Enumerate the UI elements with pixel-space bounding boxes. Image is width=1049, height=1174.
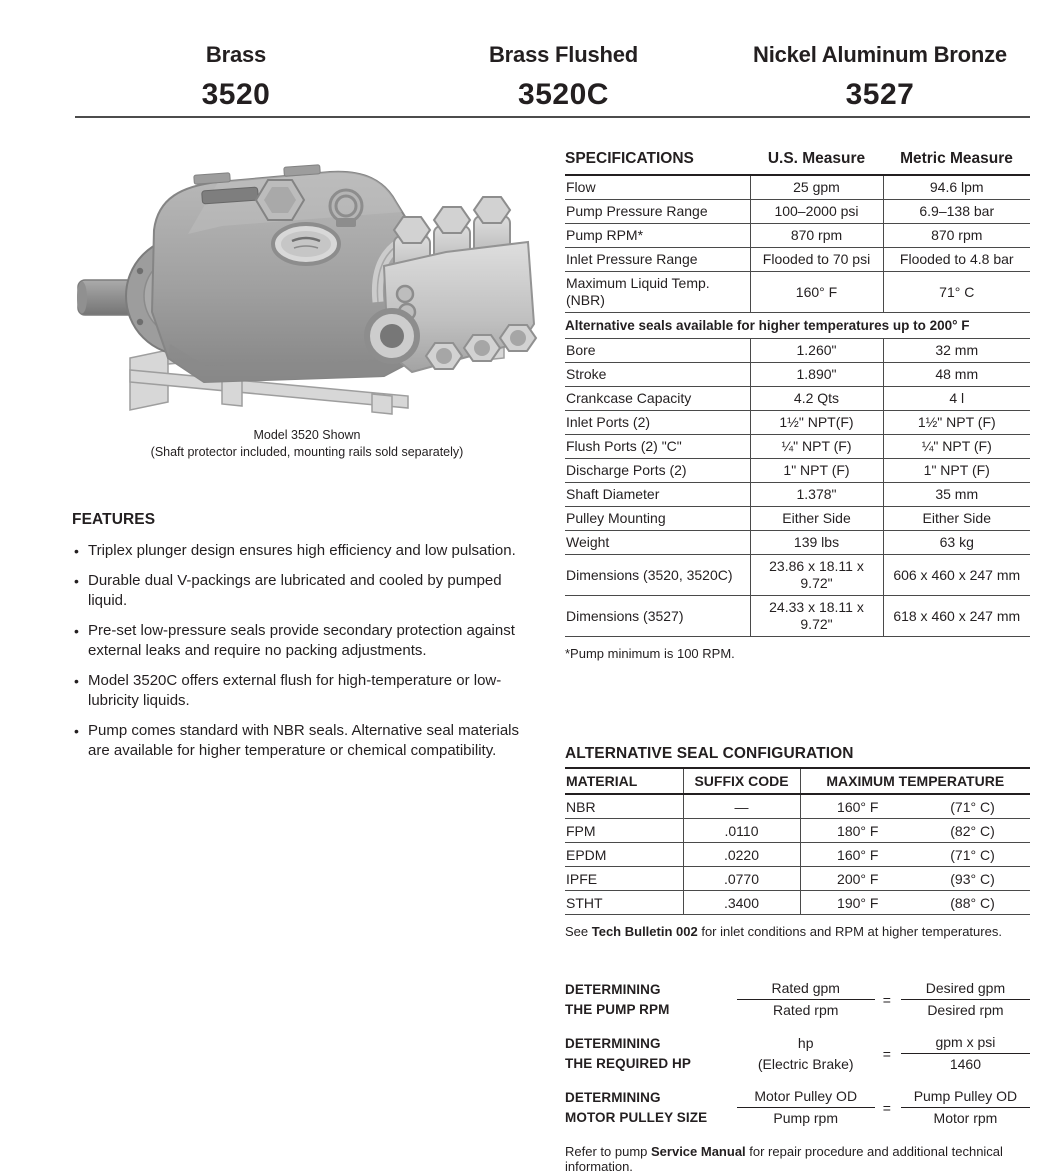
- spec-us-value: ¼" NPT (F): [750, 435, 883, 459]
- caption-line2: (Shaft protector included, mounting rails sold separately): [150, 445, 464, 459]
- spec-row: [565, 248, 1030, 272]
- spec-us-value: 160° F: [750, 272, 883, 313]
- spec-row: [565, 387, 1030, 411]
- fraction-left: $\frac{\text{Motor Pulley OD}}{\text{Pump rpm}}$: [737, 1087, 875, 1128]
- spec-row: [565, 459, 1030, 483]
- spec-us-value: 870 rpm: [750, 224, 883, 248]
- service-manual-note: [565, 1144, 1030, 1174]
- features-section: [72, 511, 565, 762]
- equals-sign: =: [882, 1099, 891, 1116]
- specs-col-metric: Metric Measure: [883, 147, 1030, 175]
- seal-col-temp: MAXIMUM TEMPERATURE: [800, 769, 1030, 794]
- spec-us-value: 23.86 x 18.11 x 9.72": [750, 555, 883, 596]
- model-column-nab: [730, 8, 1030, 116]
- spec-label: Flush Ports (2) "C": [565, 435, 750, 459]
- seal-row: [565, 819, 1030, 843]
- seal-row: [565, 794, 1030, 819]
- spec-row: [565, 224, 1030, 248]
- spec-label: Weight: [565, 531, 750, 555]
- seal-config-table: [565, 769, 1030, 915]
- seal-col-suffix: SUFFIX CODE: [683, 769, 800, 794]
- spec-us-value: 1½" NPT(F): [750, 411, 883, 435]
- specs-col-us: U.S. Measure: [750, 147, 883, 175]
- formulas-section: [565, 979, 1030, 1174]
- spec-label: Inlet Pressure Range: [565, 248, 750, 272]
- spec-metric-value: 48 mm: [883, 363, 1030, 387]
- seal-configuration-section: [565, 745, 1030, 939]
- note-prefix: See: [565, 924, 592, 939]
- seal-material: STHT: [565, 891, 683, 915]
- spec-row: [565, 411, 1030, 435]
- spec-us-value: 25 gpm: [750, 175, 883, 200]
- spec-us-value: 24.33 x 18.11 x 9.72": [750, 596, 883, 637]
- spec-metric-value: 4 l: [883, 387, 1030, 411]
- seal-material: EPDM: [565, 843, 683, 867]
- spec-label: Dimensions (3527): [565, 596, 750, 637]
- equals-sign: =: [882, 1045, 891, 1062]
- caption-line1: Model 3520 Shown: [253, 428, 361, 442]
- spec-row: [565, 175, 1030, 200]
- spec-metric-value: 6.9–138 bar: [883, 200, 1030, 224]
- footer-suffix: for repair procedure and additional technical information.: [565, 1144, 1003, 1174]
- fraction-left: hp (Electric Brake): [757, 1034, 854, 1072]
- spec-metric-value: 618 x 460 x 247 mm: [883, 596, 1030, 637]
- model-number: 3520C: [518, 78, 609, 111]
- model-header: [75, 0, 1030, 116]
- fraction-right: $\frac{\text{Desired gpm}}{\text{Desired rpm}}$: [901, 979, 1030, 1020]
- spec-metric-value: 94.6 lpm: [883, 175, 1030, 200]
- spec-label: Flow: [565, 175, 750, 200]
- seal-suffix-code: .3400: [683, 891, 800, 915]
- equals-sign: =: [882, 991, 891, 1008]
- spec-us-value: 1.378": [750, 483, 883, 507]
- seal-col-material: MATERIAL: [565, 769, 683, 794]
- spec-us-value: 100–2000 psi: [750, 200, 883, 224]
- brand-plate: [273, 224, 339, 264]
- spec-metric-value: 1½" NPT (F): [883, 411, 1030, 435]
- spec-label: Inlet Ports (2): [565, 411, 750, 435]
- spec-us-value: Either Side: [750, 507, 883, 531]
- formula-label: DETERMINING THE PUMP RPM: [565, 981, 670, 1017]
- seal-temp-f: 160° F: [800, 794, 915, 819]
- spec-row: [565, 507, 1030, 531]
- formula-pump-rpm: [565, 979, 1030, 1020]
- spec-us-value: 1" NPT (F): [750, 459, 883, 483]
- seal-temp-c: (71° C): [950, 798, 995, 815]
- formula-required-hp: [565, 1033, 1030, 1074]
- spec-label: Crankcase Capacity: [565, 387, 750, 411]
- feature-item: • Durable dual V-packings are lubricated and cooled by pumped liquid.: [72, 571, 540, 612]
- spec-label: Shaft Diameter: [565, 483, 750, 507]
- specifications-table: [565, 147, 1030, 637]
- spec-metric-value: 35 mm: [883, 483, 1030, 507]
- spec-label: Discharge Ports (2): [565, 459, 750, 483]
- spec-metric-value: ¼" NPT (F): [883, 435, 1030, 459]
- spec-divider-text: Alternative seals available for higher temperatures up to 200° F: [565, 313, 1030, 339]
- specifications-section: [565, 147, 1030, 661]
- footer-prefix: Refer to pump: [565, 1144, 651, 1159]
- inlet-port: [367, 311, 417, 361]
- seal-material: FPM: [565, 819, 683, 843]
- spec-row: [565, 200, 1030, 224]
- seal-suffix-code: .0220: [683, 843, 800, 867]
- seal-row: [565, 843, 1030, 867]
- seal-suffix-code: —: [683, 794, 800, 819]
- spec-row: [565, 435, 1030, 459]
- spec-row: [565, 531, 1030, 555]
- seal-temp-c: (71° C): [915, 843, 1030, 867]
- spec-metric-value: 606 x 460 x 247 mm: [883, 555, 1030, 596]
- note-bold: Tech Bulletin 002: [591, 924, 698, 939]
- spec-us-value: 1.890": [750, 363, 883, 387]
- pump-image: [72, 144, 550, 461]
- footer-bold: Service Manual: [651, 1144, 746, 1159]
- spec-us-value: Flooded to 70 psi: [750, 248, 883, 272]
- seal-temp-f: 180° F: [800, 819, 915, 843]
- spec-metric-value: 63 kg: [883, 531, 1030, 555]
- seal-temp-f: 190° F: [800, 891, 915, 915]
- spec-row: [565, 555, 1030, 596]
- spec-us-value: 139 lbs: [750, 531, 883, 555]
- spec-label: Bore: [565, 339, 750, 363]
- formula-label: DETERMINING MOTOR PULLEY SIZE: [565, 1089, 708, 1125]
- feature-item: • Pre-set low-pressure seals provide secondary protection against external leaks and require no packing adjustments.: [72, 621, 540, 662]
- spec-row: [565, 339, 1030, 363]
- model-column-brass-flushed: [397, 8, 730, 116]
- spec-metric-value: Either Side: [883, 507, 1030, 531]
- spec-row: [565, 272, 1030, 313]
- spec-row: [565, 483, 1030, 507]
- spec-row: [565, 363, 1030, 387]
- spec-label: Dimensions (3520, 3520C): [565, 555, 750, 596]
- spec-metric-value: Flooded to 4.8 bar: [883, 248, 1030, 272]
- image-caption: [72, 427, 542, 461]
- specs-title: SPECIFICATIONS: [565, 147, 750, 175]
- seal-temp-c: (88° C): [915, 891, 1030, 915]
- formula-label: DETERMINING THE REQUIRED HP: [565, 1035, 692, 1071]
- spec-us-value: 1.260": [750, 339, 883, 363]
- feature-item: • Pump comes standard with NBR seals. Alternative seal materials are available for higher temperature or chemical compatibility.: [72, 721, 540, 762]
- seal-suffix-code: .0110: [683, 819, 800, 843]
- material-name: Nickel Aluminum Bronze: [753, 42, 1007, 67]
- model-column-brass: [75, 8, 397, 116]
- fraction-left: $\frac{\text{Rated gpm}}{\text{Rated rpm}}$: [737, 979, 875, 1020]
- left-column: [72, 118, 565, 1174]
- seal-temp-c: (82° C): [915, 819, 1030, 843]
- feature-item: • Triplex plunger design ensures high efficiency and low pulsation.: [72, 541, 540, 562]
- material-name: Brass Flushed: [488, 42, 638, 67]
- spec-us-value: 4.2 Qts: [750, 387, 883, 411]
- seal-temp-c: (93° C): [915, 867, 1030, 891]
- fraction-right: $\frac{\text{gpm x psi}}{1460}$: [901, 1033, 1030, 1074]
- seal-temp-f: 200° F: [800, 867, 915, 891]
- material-name: Brass: [205, 42, 267, 67]
- features-title: FEATURES: [72, 511, 156, 528]
- seal-row: [565, 867, 1030, 891]
- seal-suffix-code: .0770: [683, 867, 800, 891]
- spec-label: Pulley Mounting: [565, 507, 750, 531]
- seal-material: IPFE: [565, 867, 683, 891]
- seal-config-title: ALTERNATIVE SEAL CONFIGURATION: [565, 745, 1030, 769]
- feature-item: • Model 3520C offers external flush for high-temperature or low-lubricity liquids.: [72, 671, 540, 712]
- right-column: [565, 118, 1030, 1174]
- formula-motor-pulley: [565, 1087, 1030, 1128]
- fraction-right: $\frac{\text{Pump Pulley OD}}{\text{Motor rpm}}$: [901, 1087, 1030, 1128]
- spec-metric-value: 1" NPT (F): [883, 459, 1030, 483]
- seal-material: NBR: [566, 798, 596, 815]
- seal-temp-f: 160° F: [800, 843, 915, 867]
- spec-row: [565, 596, 1030, 637]
- tech-bulletin-note: [565, 924, 1030, 939]
- model-number: 3520: [201, 78, 271, 111]
- spec-label: Pump RPM*: [565, 224, 750, 248]
- seal-row: [565, 891, 1030, 915]
- spec-label: Maximum Liquid Temp. (NBR): [565, 272, 750, 313]
- spec-divider-row: [565, 313, 1030, 339]
- pump-illustration: [72, 144, 542, 416]
- spec-metric-value: 32 mm: [883, 339, 1030, 363]
- spec-label: Stroke: [565, 363, 750, 387]
- spec-label: Pump Pressure Range: [565, 200, 750, 224]
- spec-metric-value: 71° C: [883, 272, 1030, 313]
- pump-rpm-footnote: *Pump minimum is 100 RPM.: [565, 646, 735, 661]
- note-suffix: for inlet conditions and RPM at higher temperatures.: [697, 924, 1002, 939]
- model-number: 3527: [845, 78, 915, 111]
- features-list: [72, 541, 555, 762]
- spec-metric-value: 870 rpm: [883, 224, 1030, 248]
